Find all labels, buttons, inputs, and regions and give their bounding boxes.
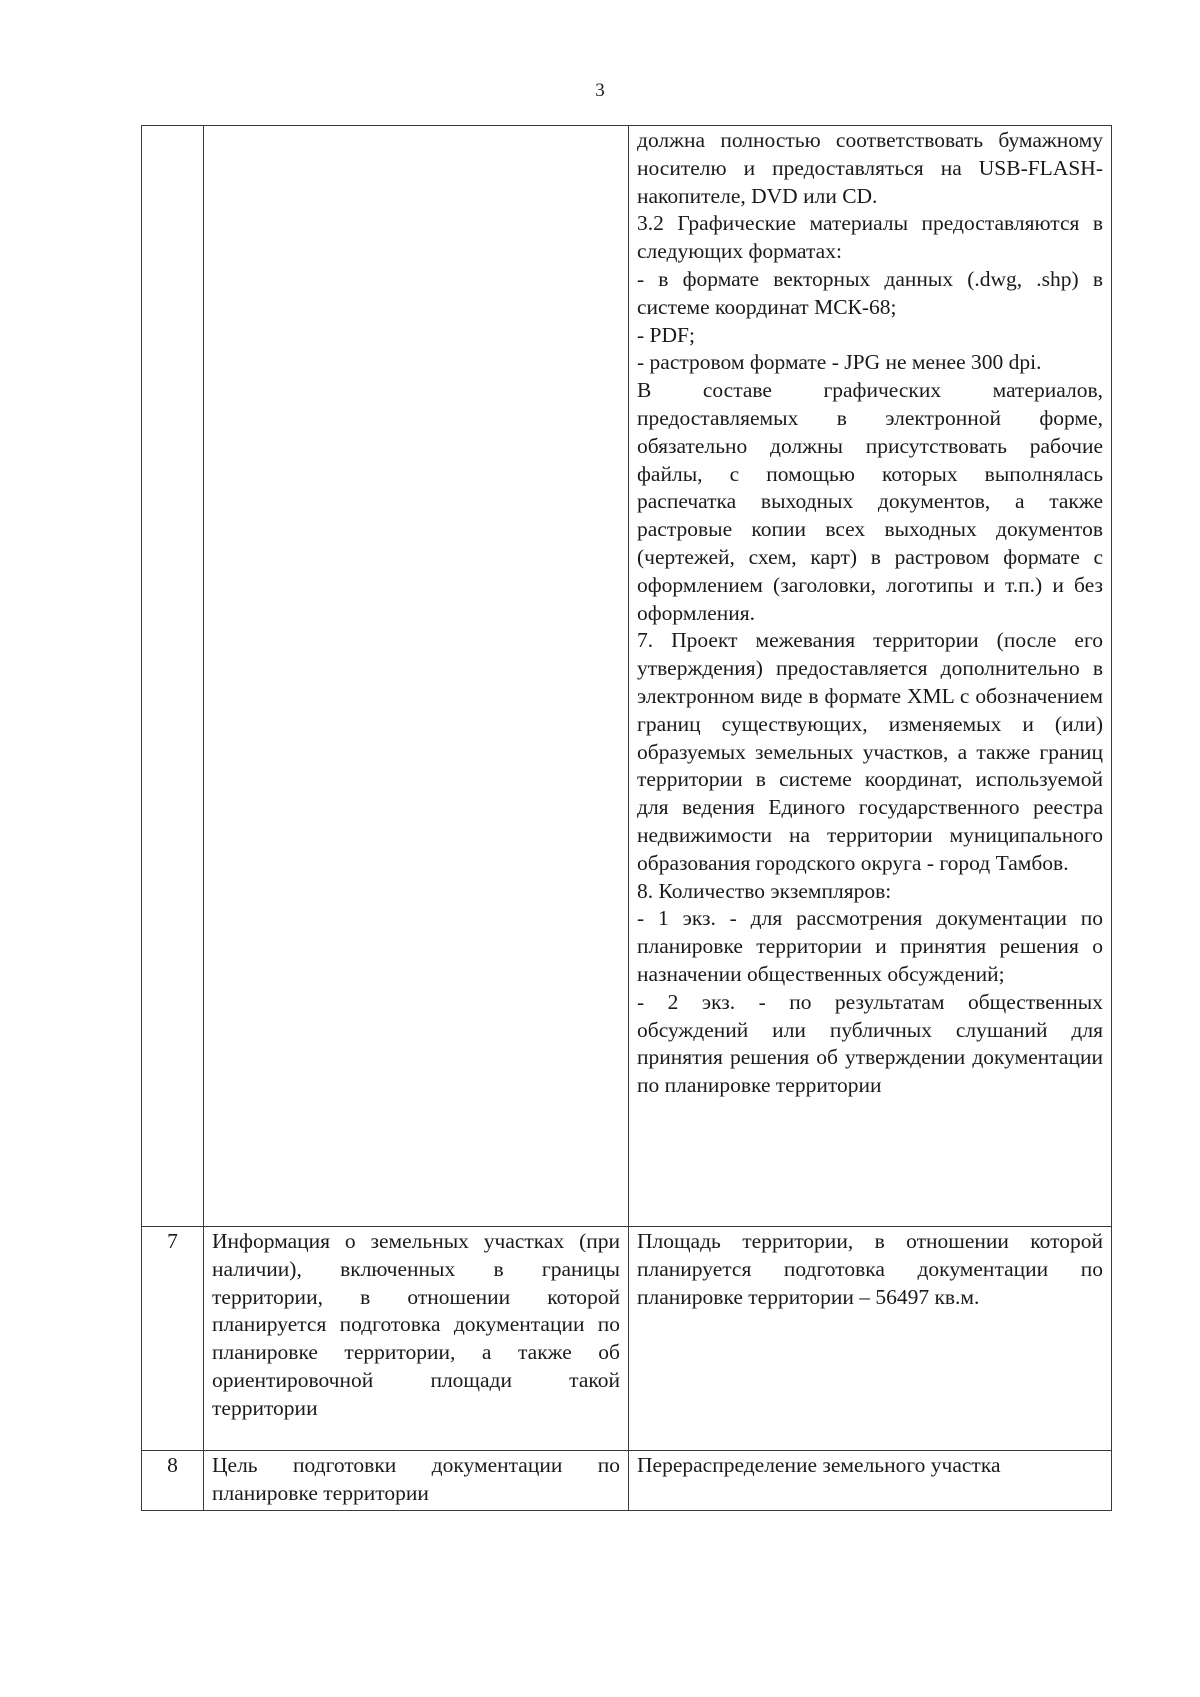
- table-row: [142, 1451, 1112, 1511]
- row-value: Площадь территории, в отношении которой планируется подготовка документации по планировке территории – 56497 кв.м.: [629, 1227, 1112, 1451]
- page-number: 3: [595, 80, 605, 101]
- paragraph-xml-project: 7. Проект межевания территории (после его утверждения) предоставляется дополнительно в электронном виде в формате XML с обозначением границ существующих, изменяемых и (или) образуемых земельных участков, а также границ территории в системе координат, используемой для ведения Единого государственного реестра недвижимости на территории муниципального образования городского округа - город Тамбов.: [637, 628, 1103, 875]
- paragraph-copies-count: 8. Количество экземпляров:: [637, 878, 892, 903]
- row-value: Перераспределение земельного участка: [629, 1451, 1112, 1511]
- list-item-one-copy: - 1 экз. - для рассмотрения документации по планировке территории и принятия решения о назначении общественных обсуждений;: [637, 906, 1103, 986]
- label-cell-empty: [204, 126, 629, 1227]
- requirements-table: [141, 125, 1112, 1511]
- row-label: Цель подготовки документации по планировке территории: [204, 1451, 629, 1511]
- paragraph-digital-copy: должна полностью соответствовать бумажному носителю и предоставляться на USB-FLASH-накопителе, DVD или CD.: [637, 128, 1103, 208]
- list-item-vector-format: - в формате векторных данных (.dwg, .shp) в системе координат МСК-68;: [637, 266, 1103, 319]
- paragraph-graphic-formats: 3.2 Графические материалы предоставляются в следующих форматах:: [637, 211, 1103, 264]
- continuation-text-cell: [629, 126, 1112, 1227]
- table-row: [142, 1227, 1112, 1451]
- list-item-two-copies: - 2 экз. - по результатам общественных обсуждений или публичных слушаний для принятия решения об утверждении документации по планировке территории: [637, 989, 1103, 1098]
- list-item-pdf: - PDF;: [637, 322, 695, 347]
- number-cell-empty: [142, 126, 204, 1227]
- row-label: Информация о земельных участках (при наличии), включенных в границы территории, в отношении которой планируется подготовка документации по планировке территории, а также об ориентировочной площади такой территории: [204, 1227, 629, 1451]
- table-row-continuation: [142, 126, 1112, 1227]
- row-number: 7: [142, 1227, 204, 1451]
- row-number: 8: [142, 1451, 204, 1511]
- paragraph-working-files: В составе графических материалов, предоставляемых в электронной форме, обязательно должны присутствовать рабочие файлы, с помощью которых выполнялась распечатка выходных документов, а также растровые копии всех выходных документов (чертежей, схем, карт) в растровом формате с оформлением (заголовки, логотипы и т.п.) и без оформления.: [637, 378, 1103, 625]
- list-item-raster-format: - растровом формате - JPG не менее 300 dpi.: [637, 350, 1042, 375]
